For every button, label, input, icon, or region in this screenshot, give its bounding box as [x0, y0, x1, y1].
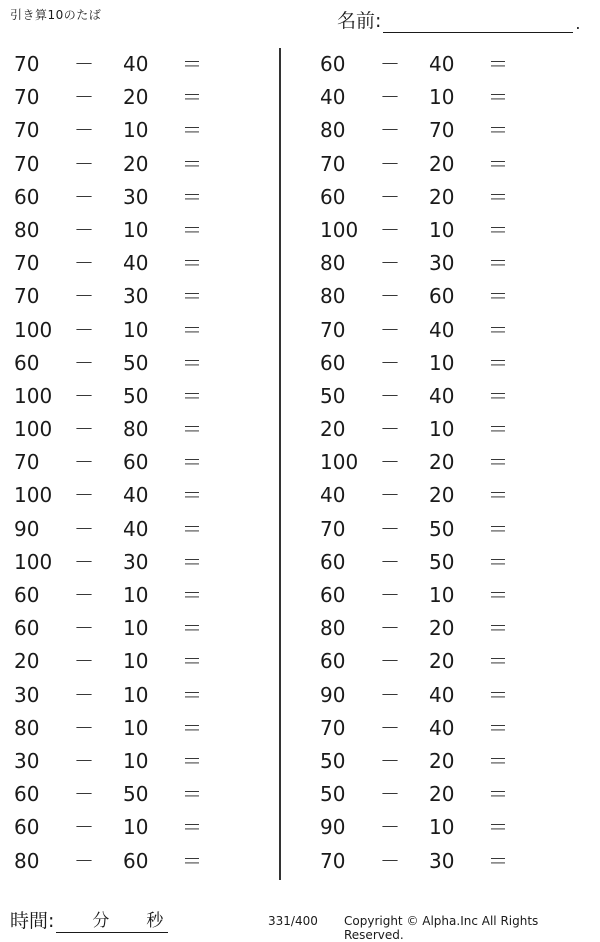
- minus-sign: －: [74, 383, 94, 408]
- subtrahend: 20: [429, 483, 455, 508]
- minuend: 70: [14, 450, 40, 475]
- minuend: 80: [14, 217, 40, 242]
- minuend: 60: [14, 350, 40, 375]
- minus-sign: －: [380, 682, 400, 707]
- equals-sign: ＝: [488, 350, 508, 375]
- equals-sign: ＝: [182, 450, 202, 475]
- minuend: 100: [14, 483, 53, 508]
- problem-row: [14, 148, 274, 181]
- subtrahend: 60: [123, 848, 149, 873]
- minuend: 60: [14, 815, 40, 840]
- problem-row: [320, 114, 580, 147]
- minuend: 80: [320, 251, 346, 276]
- minuend: 90: [320, 815, 346, 840]
- problem-row: [14, 612, 274, 645]
- minus-sign: －: [380, 549, 400, 574]
- subtrahend: 20: [429, 616, 455, 641]
- minus-sign: －: [380, 782, 400, 807]
- problem-row: [14, 314, 274, 347]
- problem-row: [320, 314, 580, 347]
- subtrahend: 20: [429, 450, 455, 475]
- problem-row: [320, 745, 580, 778]
- equals-sign: ＝: [182, 715, 202, 740]
- name-blank-line: [383, 14, 573, 33]
- subtrahend: 10: [123, 748, 149, 773]
- subtrahend: 40: [123, 251, 149, 276]
- minuend: 100: [320, 450, 359, 475]
- problem-row: [320, 148, 580, 181]
- problem-row: [14, 347, 274, 380]
- minuend: 80: [14, 848, 40, 873]
- subtrahend: 40: [429, 317, 455, 342]
- minus-sign: －: [380, 350, 400, 375]
- minus-sign: －: [74, 715, 94, 740]
- minuend: 80: [320, 616, 346, 641]
- minus-sign: －: [74, 549, 94, 574]
- minus-sign: －: [74, 184, 94, 209]
- minuend: 40: [320, 483, 346, 508]
- problem-row: [320, 712, 580, 745]
- equals-sign: ＝: [488, 284, 508, 309]
- minus-sign: －: [74, 151, 94, 176]
- equals-sign: ＝: [182, 284, 202, 309]
- problem-row: [320, 181, 580, 214]
- subtrahend: 10: [429, 85, 455, 110]
- minus-sign: －: [74, 450, 94, 475]
- equals-sign: ＝: [182, 251, 202, 276]
- minuend: 80: [320, 284, 346, 309]
- equals-sign: ＝: [182, 184, 202, 209]
- equals-sign: ＝: [182, 682, 202, 707]
- minuend: 70: [320, 317, 346, 342]
- name-label: 名前:: [337, 10, 382, 32]
- minuend: 70: [14, 85, 40, 110]
- equals-sign: ＝: [182, 549, 202, 574]
- minus-sign: －: [74, 251, 94, 276]
- minuend: 70: [14, 118, 40, 143]
- subtrahend: 20: [429, 151, 455, 176]
- minus-sign: －: [380, 450, 400, 475]
- subtrahend: 10: [123, 616, 149, 641]
- equals-sign: ＝: [488, 782, 508, 807]
- problem-row: [14, 48, 274, 81]
- minuend: 60: [14, 782, 40, 807]
- equals-sign: ＝: [488, 317, 508, 342]
- subtrahend: 70: [429, 118, 455, 143]
- problem-row: [320, 280, 580, 313]
- problem-row: [14, 645, 274, 678]
- subtrahend: 50: [123, 383, 149, 408]
- subtrahend: 60: [429, 284, 455, 309]
- subtrahend: 30: [429, 251, 455, 276]
- minuend: 70: [320, 848, 346, 873]
- equals-sign: ＝: [488, 383, 508, 408]
- problem-row: [14, 81, 274, 114]
- minus-sign: －: [380, 417, 400, 442]
- minus-sign: －: [74, 350, 94, 375]
- equals-sign: ＝: [488, 151, 508, 176]
- equals-sign: ＝: [488, 85, 508, 110]
- problem-row: [320, 778, 580, 811]
- minuend: 60: [14, 616, 40, 641]
- problem-row: [14, 247, 274, 280]
- equals-sign: ＝: [488, 848, 508, 873]
- subtrahend: 20: [429, 782, 455, 807]
- minus-sign: －: [74, 217, 94, 242]
- equals-sign: ＝: [182, 583, 202, 607]
- subtrahend: 50: [429, 549, 455, 574]
- minus-sign: －: [380, 118, 400, 143]
- minuend: 70: [14, 284, 40, 309]
- minus-sign: －: [380, 649, 400, 674]
- subtrahend: 50: [123, 350, 149, 375]
- problem-row: [320, 479, 580, 512]
- subtrahend: 30: [123, 549, 149, 574]
- equals-sign: ＝: [488, 184, 508, 209]
- problem-row: [14, 778, 274, 811]
- minus-sign: －: [380, 151, 400, 176]
- subtrahend: 10: [429, 815, 455, 840]
- equals-sign: ＝: [182, 317, 202, 342]
- minuend: 90: [320, 682, 346, 707]
- minus-sign: －: [380, 184, 400, 209]
- equals-sign: ＝: [488, 583, 508, 607]
- minuend: 60: [320, 184, 346, 209]
- minus-sign: －: [380, 52, 400, 76]
- equals-sign: ＝: [182, 85, 202, 110]
- minuend: 20: [320, 417, 346, 442]
- problem-row: [320, 446, 580, 479]
- minus-sign: －: [74, 649, 94, 674]
- subtrahend: 40: [123, 52, 149, 76]
- minus-sign: －: [380, 848, 400, 873]
- minuend: 60: [320, 649, 346, 674]
- problem-row: [320, 347, 580, 380]
- problem-row: [14, 712, 274, 745]
- minus-sign: －: [74, 284, 94, 309]
- minuend: 60: [14, 583, 40, 607]
- subtrahend: 10: [123, 682, 149, 707]
- minuend: 100: [14, 317, 53, 342]
- minuend: 30: [14, 682, 40, 707]
- minuend: 60: [320, 52, 346, 76]
- problem-row: [320, 247, 580, 280]
- subtrahend: 40: [123, 483, 149, 508]
- minus-sign: －: [74, 85, 94, 110]
- minus-sign: －: [380, 483, 400, 508]
- subtrahend: 20: [123, 85, 149, 110]
- subtrahend: 10: [123, 118, 149, 143]
- equals-sign: ＝: [182, 350, 202, 375]
- equals-sign: ＝: [488, 217, 508, 242]
- copyright-notice: Copyright © Alpha.Inc All Rights Reserved.: [344, 914, 539, 942]
- minuend: 70: [14, 52, 40, 76]
- minuend: 100: [14, 417, 53, 442]
- minuend: 80: [320, 118, 346, 143]
- equals-sign: ＝: [488, 516, 508, 541]
- minus-sign: －: [74, 417, 94, 442]
- equals-sign: ＝: [182, 782, 202, 807]
- equals-sign: ＝: [488, 251, 508, 276]
- subtrahend: 10: [123, 715, 149, 740]
- equals-sign: ＝: [488, 450, 508, 475]
- subtrahend: 10: [123, 583, 149, 607]
- subtrahend: 20: [429, 748, 455, 773]
- equals-sign: ＝: [488, 748, 508, 773]
- problem-row: [14, 845, 274, 878]
- subtrahend: 40: [429, 682, 455, 707]
- problem-row: [14, 114, 274, 147]
- minuend: 70: [320, 516, 346, 541]
- subtrahend: 10: [123, 649, 149, 674]
- equals-sign: ＝: [182, 417, 202, 442]
- equals-sign: ＝: [182, 616, 202, 641]
- subtrahend: 50: [429, 516, 455, 541]
- minus-sign: －: [74, 782, 94, 807]
- time-label: 時間:: [10, 910, 55, 932]
- worksheet-title: 引き算10のたば: [10, 8, 102, 22]
- minus-sign: －: [74, 616, 94, 641]
- left-problem-column: [14, 48, 274, 878]
- minus-sign: －: [380, 715, 400, 740]
- minuend: 90: [14, 516, 40, 541]
- problem-row: [14, 513, 274, 546]
- minuend: 50: [320, 383, 346, 408]
- subtrahend: 10: [123, 815, 149, 840]
- minus-sign: －: [380, 284, 400, 309]
- right-problem-column: [320, 48, 580, 878]
- minus-sign: －: [74, 516, 94, 541]
- subtrahend: 10: [123, 317, 149, 342]
- equals-sign: ＝: [488, 483, 508, 508]
- minutes-label: 分: [92, 911, 110, 931]
- equals-sign: ＝: [182, 151, 202, 176]
- subtrahend: 30: [123, 184, 149, 209]
- minus-sign: －: [74, 848, 94, 873]
- minuend: 70: [14, 151, 40, 176]
- equals-sign: ＝: [182, 649, 202, 674]
- subtrahend: 10: [429, 350, 455, 375]
- equals-sign: ＝: [182, 516, 202, 541]
- minus-sign: －: [380, 583, 400, 607]
- equals-sign: ＝: [182, 748, 202, 773]
- subtrahend: 10: [429, 583, 455, 607]
- subtrahend: 20: [123, 151, 149, 176]
- page-number: 331/400: [268, 914, 318, 928]
- equals-sign: ＝: [488, 649, 508, 674]
- problem-row: [320, 811, 580, 844]
- problem-row: [320, 214, 580, 247]
- subtrahend: 60: [123, 450, 149, 475]
- problem-row: [14, 679, 274, 712]
- problem-row: [320, 612, 580, 645]
- name-end-dot: .: [575, 14, 581, 33]
- problem-row: [14, 579, 274, 612]
- minus-sign: －: [74, 483, 94, 508]
- problem-row: [320, 380, 580, 413]
- name-field: [337, 6, 581, 33]
- minuend: 20: [14, 649, 40, 674]
- minuend: 60: [320, 549, 346, 574]
- subtrahend: 30: [429, 848, 455, 873]
- minus-sign: －: [380, 85, 400, 110]
- equals-sign: ＝: [182, 815, 202, 840]
- problem-row: [14, 811, 274, 844]
- problem-row: [14, 413, 274, 446]
- minus-sign: －: [380, 516, 400, 541]
- equals-sign: ＝: [488, 118, 508, 143]
- minus-sign: －: [380, 217, 400, 242]
- problem-row: [14, 280, 274, 313]
- column-divider: [279, 48, 281, 880]
- minus-sign: －: [74, 682, 94, 707]
- minus-sign: －: [380, 748, 400, 773]
- equals-sign: ＝: [182, 52, 202, 76]
- equals-sign: ＝: [488, 616, 508, 641]
- minuend: 60: [320, 583, 346, 607]
- minus-sign: －: [380, 383, 400, 408]
- minus-sign: －: [74, 583, 94, 607]
- minuend: 100: [14, 383, 53, 408]
- problem-row: [320, 679, 580, 712]
- minus-sign: －: [74, 118, 94, 143]
- subtrahend: 80: [123, 417, 149, 442]
- equals-sign: ＝: [488, 682, 508, 707]
- minuend: 70: [320, 715, 346, 740]
- equals-sign: ＝: [182, 383, 202, 408]
- minuend: 80: [14, 715, 40, 740]
- minuend: 40: [320, 85, 346, 110]
- subtrahend: 50: [123, 782, 149, 807]
- subtrahend: 20: [429, 649, 455, 674]
- equals-sign: ＝: [488, 52, 508, 76]
- subtrahend: 40: [429, 715, 455, 740]
- problem-row: [14, 214, 274, 247]
- minus-sign: －: [380, 815, 400, 840]
- minuend: 60: [320, 350, 346, 375]
- problem-row: [320, 413, 580, 446]
- minuend: 50: [320, 782, 346, 807]
- problem-row: [320, 546, 580, 579]
- subtrahend: 10: [123, 217, 149, 242]
- subtrahend: 40: [429, 52, 455, 76]
- equals-sign: ＝: [182, 118, 202, 143]
- minuend: 50: [320, 748, 346, 773]
- subtrahend: 40: [429, 383, 455, 408]
- problem-row: [14, 479, 274, 512]
- problem-row: [14, 181, 274, 214]
- minus-sign: －: [74, 52, 94, 76]
- problem-row: [320, 645, 580, 678]
- problem-row: [320, 81, 580, 114]
- equals-sign: ＝: [182, 217, 202, 242]
- time-field: [10, 906, 168, 933]
- equals-sign: ＝: [182, 848, 202, 873]
- equals-sign: ＝: [488, 715, 508, 740]
- subtrahend: 30: [123, 284, 149, 309]
- problem-row: [14, 546, 274, 579]
- equals-sign: ＝: [488, 815, 508, 840]
- minus-sign: －: [380, 616, 400, 641]
- subtrahend: 40: [123, 516, 149, 541]
- subtrahend: 10: [429, 217, 455, 242]
- minus-sign: －: [380, 251, 400, 276]
- problem-row: [320, 48, 580, 81]
- minuend: 70: [14, 251, 40, 276]
- problem-row: [320, 845, 580, 878]
- minuend: 30: [14, 748, 40, 773]
- equals-sign: ＝: [488, 417, 508, 442]
- minuend: 100: [320, 217, 359, 242]
- minus-sign: －: [380, 317, 400, 342]
- seconds-label: 秒: [146, 911, 164, 931]
- minuend: 100: [14, 549, 53, 574]
- time-blank-line: [56, 910, 168, 933]
- problem-row: [320, 513, 580, 546]
- problem-row: [14, 446, 274, 479]
- minus-sign: －: [74, 815, 94, 840]
- equals-sign: ＝: [182, 483, 202, 508]
- problem-row: [14, 380, 274, 413]
- minuend: 60: [14, 184, 40, 209]
- minuend: 70: [320, 151, 346, 176]
- problem-row: [14, 745, 274, 778]
- minus-sign: －: [74, 317, 94, 342]
- minus-sign: －: [74, 748, 94, 773]
- subtrahend: 10: [429, 417, 455, 442]
- subtrahend: 20: [429, 184, 455, 209]
- problem-row: [320, 579, 580, 612]
- equals-sign: ＝: [488, 549, 508, 574]
